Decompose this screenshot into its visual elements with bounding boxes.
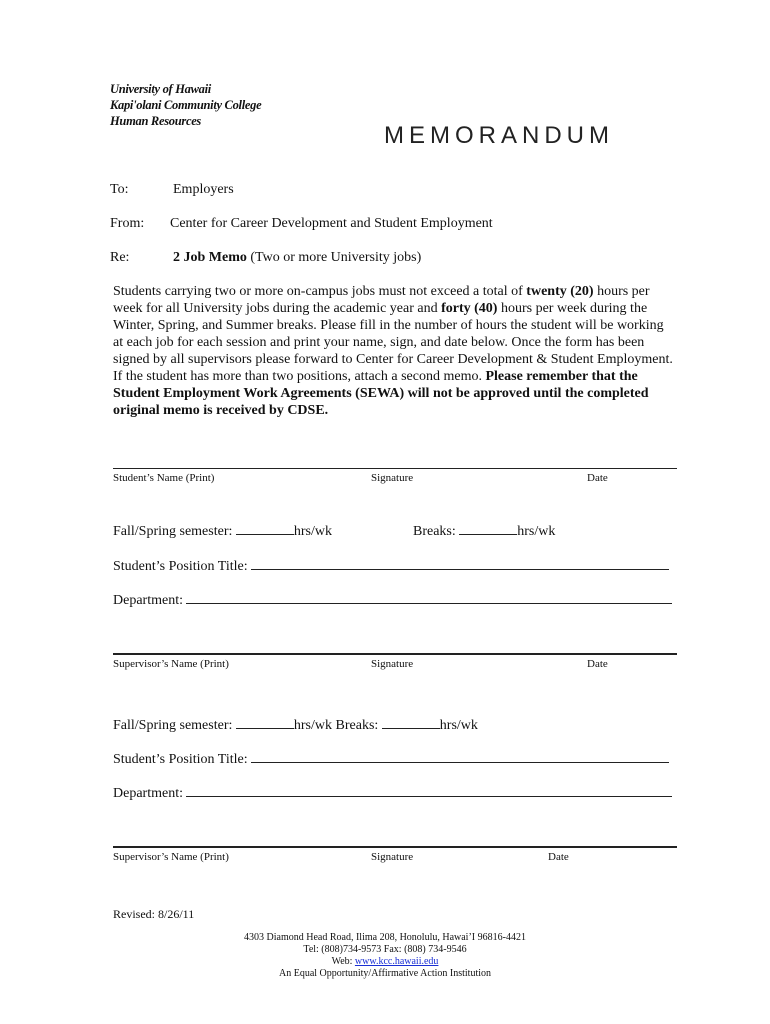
job1-breaks-hours-field[interactable] bbox=[459, 520, 517, 535]
job2-department-label: Department: bbox=[113, 786, 187, 801]
to-label: To: bbox=[110, 182, 129, 197]
footer-web-label: Web: bbox=[331, 956, 355, 967]
body-bold-1: twenty (20) bbox=[526, 284, 594, 299]
job1-breaks-row bbox=[413, 520, 555, 540]
job1-position-label: Student’s Position Title: bbox=[113, 559, 252, 574]
institution-name: University of Hawaii bbox=[110, 82, 211, 96]
department-name: Human Resources bbox=[110, 114, 202, 128]
job2-department-row bbox=[113, 782, 672, 802]
footer-eeo: An Equal Opportunity/Affirmative Action Institution bbox=[278, 968, 491, 979]
job1-supervisor-signature-line[interactable] bbox=[113, 653, 677, 655]
job2-position-row bbox=[113, 748, 669, 768]
job1-fall-unit: hrs/wk bbox=[293, 524, 333, 539]
memo-title: MEMORANDUM bbox=[384, 122, 614, 149]
body-text-2: hours per week for all University jobs during the academic year and bbox=[113, 284, 650, 316]
from-value: Center for Career Development and Student Employment bbox=[170, 216, 493, 231]
job1-fall-spring-row bbox=[113, 520, 332, 540]
website-link[interactable]: www.kcc.hawaii.edu bbox=[354, 956, 439, 967]
job2-position-label: Student’s Position Title: bbox=[113, 752, 252, 767]
job2-breaks-label: Breaks: bbox=[332, 718, 382, 733]
memo-body bbox=[113, 283, 673, 419]
job1-department-field[interactable] bbox=[186, 589, 672, 604]
job1-date-caption: Date bbox=[587, 658, 608, 670]
job2-breaks-hours-field[interactable] bbox=[382, 714, 440, 729]
body-bold-2: forty (40) bbox=[441, 301, 498, 316]
body-text-1: Students carrying two or more on-campus jobs must not exceed a total of bbox=[113, 284, 527, 299]
job1-position-field[interactable] bbox=[251, 555, 669, 570]
job2-department-field[interactable] bbox=[186, 782, 672, 797]
job2-supervisor-signature-line[interactable] bbox=[113, 846, 677, 848]
job2-position-field[interactable] bbox=[251, 748, 669, 763]
job1-breaks-label: Breaks: bbox=[413, 524, 460, 539]
body-text-3: hours per week during the Winter, Spring, and Summer breaks. Please fill in the number of hours the student will be working at each job for each session and print your name, sign, and date below. Once the form has been signed by all supervisors please forward to Center for Career Development & Student Employment. If the student has more than two positions, attach a second memo. bbox=[113, 301, 673, 384]
re-label: Re: bbox=[110, 250, 130, 265]
job2-breaks-unit: hrs/wk bbox=[439, 718, 478, 733]
footer-phone: Tel: (808)734-9573 Fax: (808) 734-9546 bbox=[303, 944, 467, 955]
job1-breaks-unit: hrs/wk bbox=[517, 524, 556, 539]
job1-department-label: Department: bbox=[113, 593, 187, 608]
job2-hours-row bbox=[113, 714, 478, 734]
job1-fall-hours-field[interactable] bbox=[236, 520, 294, 535]
re-subject-detail: (Two or more University jobs) bbox=[246, 250, 422, 265]
job1-signature-caption: Signature bbox=[371, 658, 414, 670]
job1-fall-label: Fall/Spring semester: bbox=[113, 524, 236, 539]
from-label: From: bbox=[110, 216, 145, 231]
job1-department-row bbox=[113, 589, 672, 609]
job1-supervisor-caption: Supervisor’s Name (Print) bbox=[113, 658, 229, 670]
re-value bbox=[173, 250, 421, 266]
job2-fall-unit: hrs/wk bbox=[293, 718, 333, 733]
revised-date: Revised: 8/26/11 bbox=[113, 907, 195, 921]
body-bold-3: Please remember that the Student Employment Work Agreements (SEWA) will not be approved until the completed original memo is received by CDSE. bbox=[113, 369, 649, 418]
job1-position-row bbox=[113, 555, 669, 575]
job2-date-caption: Date bbox=[548, 851, 569, 863]
student-signature-caption: Signature bbox=[371, 472, 414, 484]
job2-signature-caption: Signature bbox=[371, 851, 414, 863]
re-subject: 2 Job Memo bbox=[173, 250, 247, 265]
footer-address: 4303 Diamond Head Road, Ilima 208, Honolulu, Hawai’I 96816-4421 bbox=[244, 932, 526, 943]
job2-fall-hours-field[interactable] bbox=[236, 714, 294, 729]
student-date-caption: Date bbox=[587, 472, 608, 484]
college-name: Kapi'olani Community College bbox=[110, 98, 262, 112]
job2-supervisor-caption: Supervisor’s Name (Print) bbox=[113, 851, 229, 863]
student-signature-line[interactable] bbox=[113, 468, 677, 469]
student-name-caption: Student’s Name (Print) bbox=[113, 472, 215, 484]
to-value: Employers bbox=[173, 182, 234, 197]
job2-fall-label: Fall/Spring semester: bbox=[113, 718, 236, 733]
footer-web bbox=[0, 956, 770, 967]
